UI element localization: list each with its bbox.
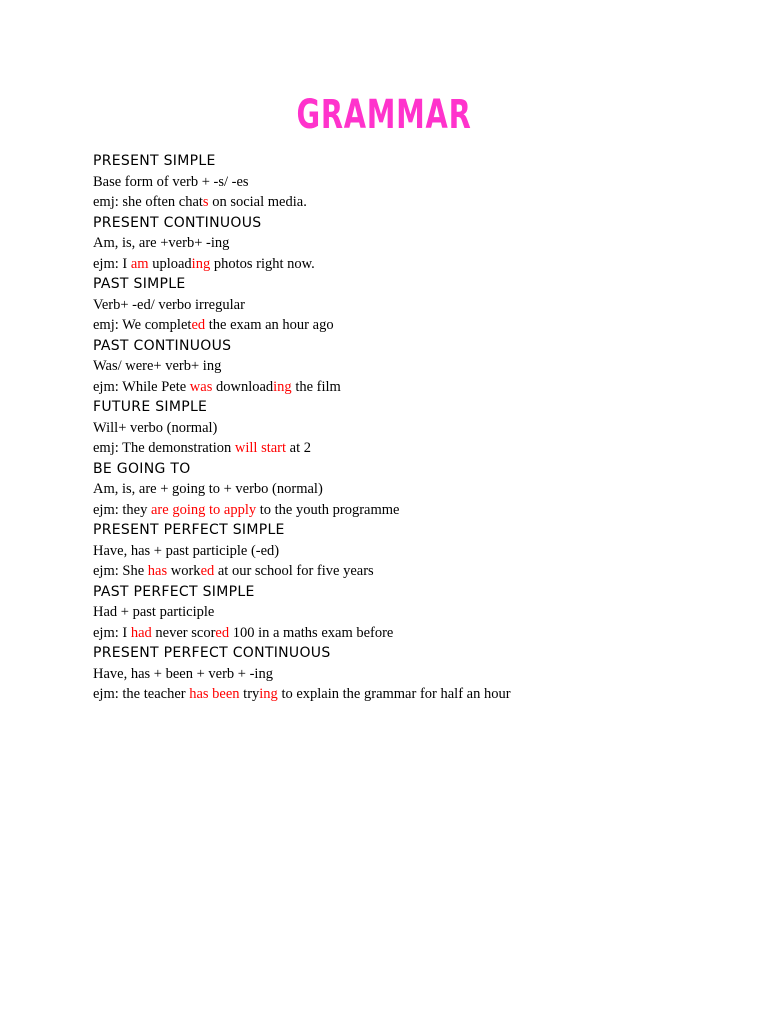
example-text: the film [291, 378, 341, 395]
example-text: to the youth programme [256, 501, 400, 518]
section-example [93, 254, 733, 275]
section-rule: Have, has + been + verb + -ing [93, 665, 273, 682]
example-text: ejm: I [93, 255, 131, 272]
section-heading: PRESENT SIMPLE [93, 153, 216, 169]
example-text: at 2 [286, 440, 312, 456]
highlighted-text: ed [191, 317, 206, 333]
section-example [93, 438, 733, 459]
section-example [93, 377, 733, 398]
highlighted-text: has been [189, 686, 240, 702]
highlighted-text: ed [215, 624, 230, 641]
page-title: GRAMMAR [296, 92, 472, 138]
section-heading: PAST PERFECT SIMPLE [93, 583, 255, 600]
section-heading: PRESENT CONTINUOUS [93, 214, 262, 231]
highlighted-text: ing [191, 255, 211, 272]
section-heading: FUTURE SIMPLE [93, 399, 208, 415]
section-example [93, 315, 733, 336]
section-example [93, 192, 733, 213]
highlighted-text: has [147, 563, 168, 579]
example-text: ejm: I [93, 624, 131, 641]
section-rule: Am, is, are + going to + verbo (normal) [93, 481, 323, 497]
section-heading: PAST SIMPLE [93, 276, 186, 292]
section-rule: Will+ verbo (normal) [93, 419, 218, 436]
section-rule: Am, is, are +verb+ -ing [93, 235, 230, 251]
example-text: download [212, 378, 274, 395]
highlighted-text: ing [273, 378, 292, 395]
example-text: at our school for five years [214, 563, 374, 579]
section-example [93, 561, 733, 582]
example-text: try [239, 686, 260, 702]
highlighted-text: am [130, 255, 149, 272]
highlighted-text: ed [200, 563, 215, 579]
section-heading: BE GOING TO [93, 460, 191, 477]
section-heading: PRESENT PERFECT SIMPLE [93, 522, 285, 538]
example-text: upload [148, 255, 192, 272]
example-text: the exam an hour ago [205, 317, 334, 333]
highlighted-text: ing [259, 686, 278, 702]
section-rule: Have, has + past participle (-ed) [93, 542, 280, 559]
example-text: photos right now. [210, 255, 315, 272]
grammar-sections [93, 151, 733, 705]
highlighted-text: will start [234, 440, 287, 456]
section-rule: Was/ were+ verb+ ing [93, 358, 222, 374]
highlighted-text: s [202, 194, 209, 210]
section-rule: Verb+ -ed/ verbo irregular [93, 296, 245, 313]
example-text: never scor [151, 624, 216, 641]
example-text: emj: The demonstration [93, 440, 235, 456]
section-example [93, 623, 733, 644]
example-text: emj: We complet [93, 317, 192, 333]
example-text: on social media. [208, 194, 307, 210]
highlighted-text: was [189, 378, 213, 395]
highlighted-text: had [130, 624, 152, 641]
section-heading: PAST CONTINUOUS [93, 337, 232, 354]
example-text: ejm: She [93, 563, 148, 579]
section-heading: PRESENT PERFECT CONTINUOUS [93, 645, 331, 661]
example-text: emj: she often chat [93, 194, 203, 210]
example-text: to explain the grammar for half an hour [277, 686, 511, 702]
example-text: ejm: While Pete [93, 378, 190, 395]
highlighted-text: are going to apply [151, 501, 257, 518]
example-text: work [167, 563, 201, 579]
example-text: 100 in a maths exam before [229, 624, 394, 641]
example-text: ejm: they [93, 501, 151, 518]
section-rule: Had + past participle [93, 604, 215, 620]
section-example [93, 500, 733, 521]
section-rule: Base form of verb + -s/ -es [93, 173, 249, 190]
section-example [93, 684, 733, 705]
example-text: ejm: the teacher [93, 686, 190, 702]
